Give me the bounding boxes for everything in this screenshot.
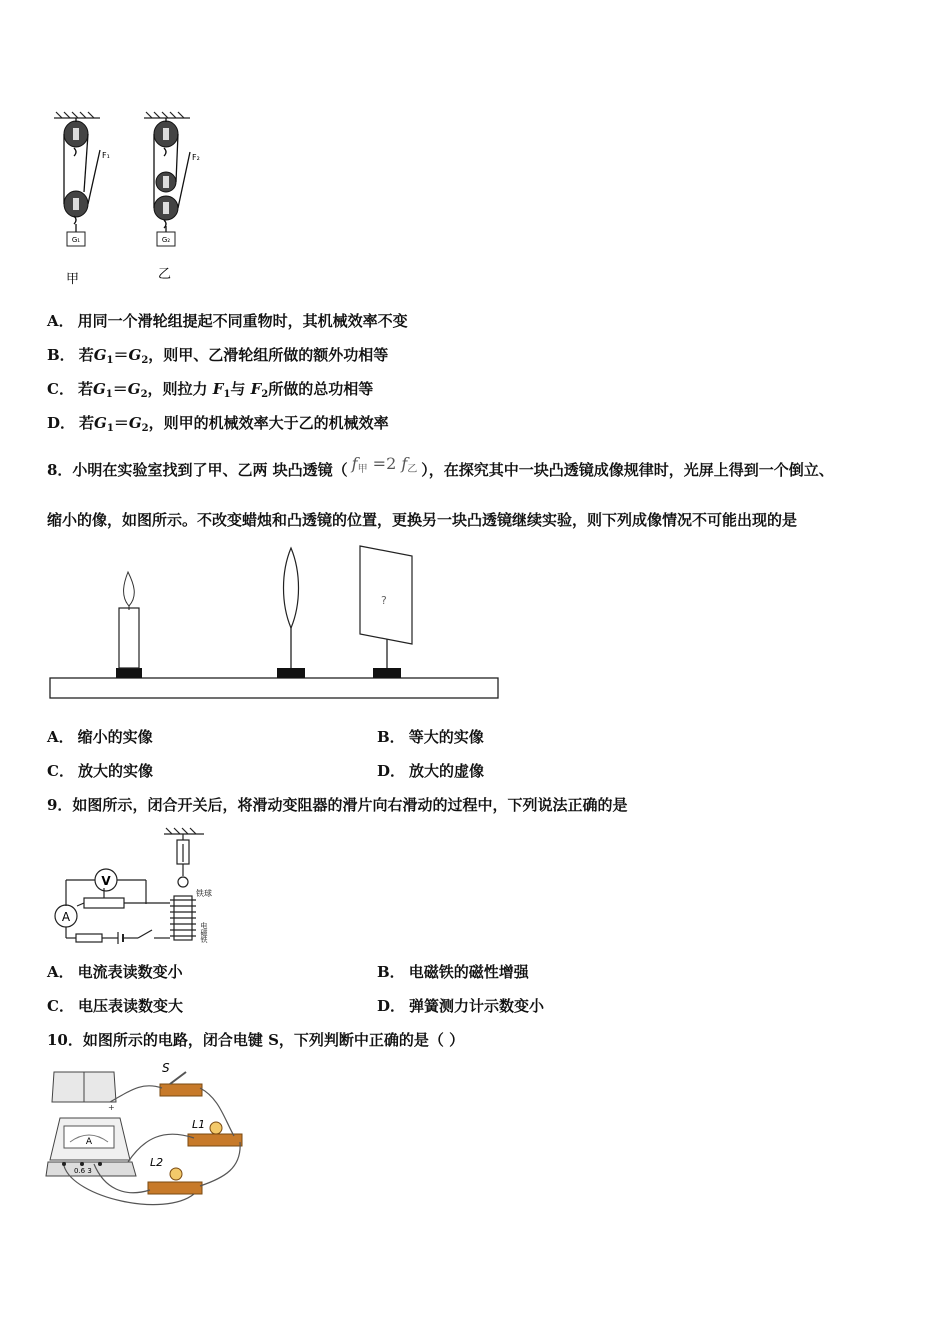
pulley-figure xyxy=(40,108,230,293)
q7-option-d[interactable]: D． 若$G_1=G_2$，则甲的机械效率大于乙的机械效率 xyxy=(47,414,389,434)
q10-stem: 10．如图所示的电路，闭合电键 S，下列判断中正确的是（ ） xyxy=(47,1031,465,1049)
q9-stem: 9．如图所示，闭合开关后，将滑动变阻器的滑片向右滑动的过程中，下列说法正确的是 xyxy=(47,796,628,814)
q8-option-b[interactable]: B． 等大的实像 xyxy=(377,728,484,746)
q7-option-c[interactable]: C． 若$G_1=G_2$，则拉力 $F_1$与 $F_2$所做的总功相等 xyxy=(47,380,374,400)
f2-label: F₂ xyxy=(192,153,200,162)
l1-label: L1 xyxy=(192,1118,206,1131)
optical-bench-figure xyxy=(48,542,503,702)
switch-label: S xyxy=(162,1061,170,1075)
ammeter-circuit-figure xyxy=(44,1058,254,1218)
f1-label: F₁ xyxy=(102,151,110,160)
g2-label: G₂ xyxy=(161,236,171,244)
q8-stem-line2: 缩小的像，如图所示。不改变蜡烛和凸透镜的位置，更换另一块凸透镜继续实验，则下列成像情况不可能出现的是 xyxy=(47,511,798,529)
scale-label: 0.6 3 xyxy=(74,1167,92,1175)
ammeter-label: A xyxy=(61,910,71,924)
iron-ball-label: 铁球 xyxy=(196,889,212,898)
q7-option-b[interactable]: B． 若$G_1=G_2$，则甲、乙滑轮组所做的额外功相等 xyxy=(47,346,389,366)
svg-text:?: ? xyxy=(381,594,387,607)
yi-label: 乙 xyxy=(158,267,172,282)
ammeter-face-label: A xyxy=(85,1137,93,1147)
plus-label: + xyxy=(108,1103,115,1112)
q9-option-a[interactable]: A． 电流表读数变小 xyxy=(47,963,183,981)
l2-label: L2 xyxy=(150,1156,164,1169)
q8-option-a[interactable]: A． 缩小的实像 xyxy=(47,728,153,746)
voltmeter-label: V xyxy=(101,874,111,888)
q8-stem-line1: 8．小明在实验室找到了甲、乙两 块凸透镜（ $f_甲 =2$ $f_乙$ ），在探究其中一块凸透镜成像规律时，光屏上得到一个倒立、 xyxy=(47,454,834,479)
q7-option-a[interactable]: A． 用同一个滑轮组提起不同重物时，其机械效率不变 xyxy=(47,312,408,330)
q9-option-c[interactable]: C． 电压表读数变大 xyxy=(47,997,183,1015)
q8-option-d[interactable]: D． 放大的虚像 xyxy=(377,762,485,780)
q9-option-d[interactable]: D． 弹簧测力计示数变小 xyxy=(377,997,545,1015)
jia-label: 甲 xyxy=(66,272,80,287)
g1-label: G₁ xyxy=(71,236,81,244)
focal-length-formula: $f_甲 =2$ $f_乙$ xyxy=(351,454,418,475)
electromagnet-circuit-figure xyxy=(46,826,236,944)
q8-option-c[interactable]: C． 放大的实像 xyxy=(47,762,153,780)
electromagnet-label: 电磁铁 xyxy=(200,922,208,943)
q9-option-b[interactable]: B． 电磁铁的磁性增强 xyxy=(377,963,529,981)
